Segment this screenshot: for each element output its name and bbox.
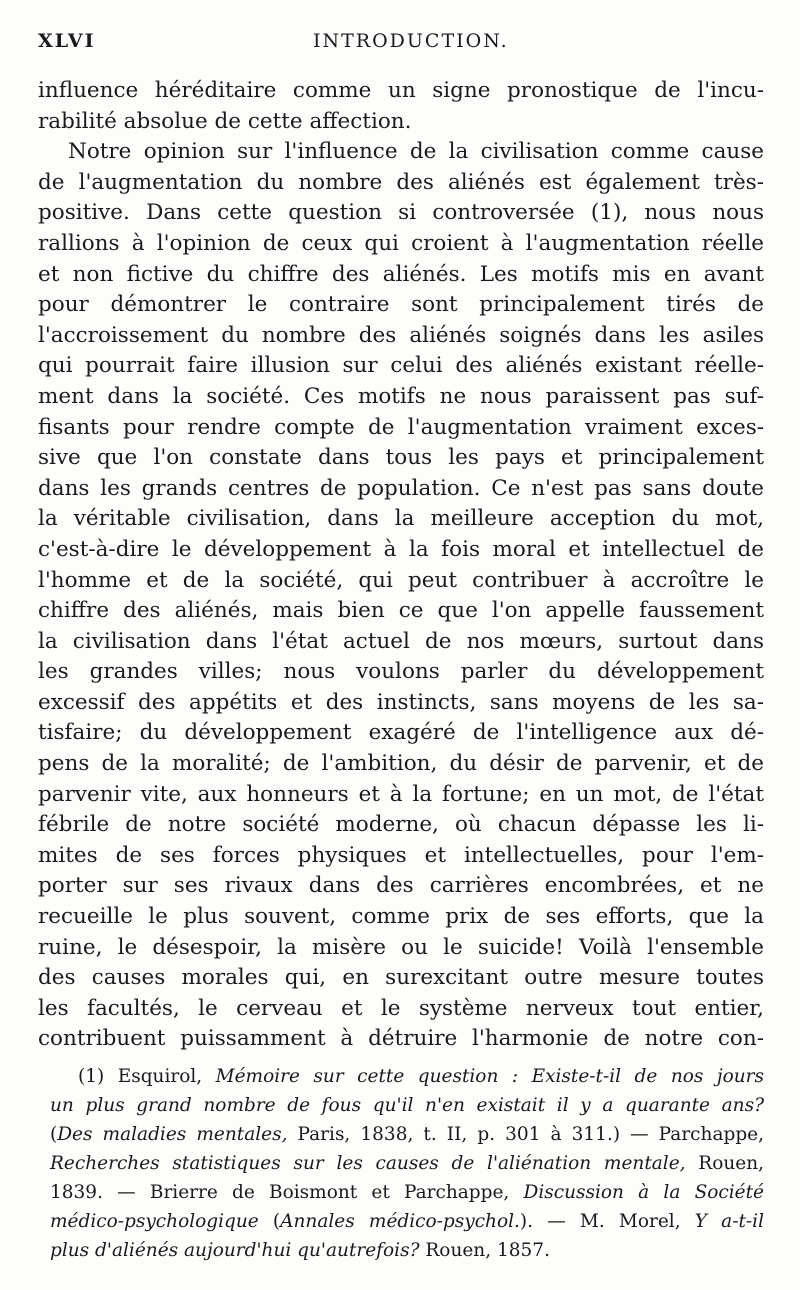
footnote-italic-text: Mémoire sur cette question : Existe-t-il de nos jours — [215, 1066, 764, 1087]
footnote-line — [50, 1149, 764, 1178]
text-line: rabilité absolue de cette affection. — [38, 108, 412, 134]
text-line: parvenir vite, aux honneurs et à la fortune; en un mot, de l'état — [38, 781, 764, 807]
footnote-text: Paris, 1838, t. II, p. 301 à 311.) — Parchappe, — [287, 1124, 764, 1145]
footnote-line — [50, 1236, 764, 1265]
footnote-text: ). — M. Morel, — [519, 1211, 695, 1232]
text-line: et non fictive du chiffre des aliénés. Les motifs mis en avant — [38, 261, 764, 287]
footnote-text: Rouen, — [685, 1153, 765, 1174]
body-text — [38, 76, 764, 1055]
text-line: de l'augmentation du nombre des aliénés est également très- — [38, 169, 764, 195]
footnote-italic-text: médico-psychologique — [50, 1211, 259, 1232]
text-line: positive. Dans cette question si controversée (1), nous nous — [38, 200, 764, 226]
text-line: excessif des appétits et des instincts, sans moyens de les sa- — [38, 689, 764, 715]
text-line: sive que l'on constate dans tous les pays et principalement — [38, 445, 764, 471]
footnote-line — [50, 1178, 764, 1207]
footnote-italic-text: un plus grand nombre de fous qu'il n'en existait il y a quarante ans? — [50, 1095, 764, 1116]
text-line: pens de la moralité; de l'ambition, du désir de parvenir, et de — [38, 751, 764, 777]
running-head — [38, 30, 768, 60]
footnote-text: ( — [50, 1124, 58, 1145]
footnote-text: ( — [258, 1211, 281, 1232]
text-line: l'accroissement du nombre des aliénés soignés dans les asiles — [38, 322, 764, 348]
text-line: fisants pour rendre compte de l'augmentation vraiment exces- — [38, 414, 764, 440]
text-line: qui pourrait faire illusion sur celui des aliénés existant réelle- — [38, 353, 764, 379]
text-line: les facultés, le cerveau et le système nerveux tout entier, — [38, 995, 764, 1021]
footnote-italic-text: Discussion à la Société — [523, 1182, 764, 1203]
footnote-text: Rouen, 1857. — [419, 1240, 550, 1261]
footnote-italic-text: Y a-t-il — [694, 1211, 764, 1232]
text-line: rallions à l'opinion de ceux qui croient à l'augmentation réelle — [38, 230, 764, 256]
footnote-line — [50, 1062, 764, 1091]
text-line: ment dans la société. Ces motifs ne nous paraissent pas suf- — [38, 383, 764, 409]
text-line: dans les grands centres de population. Ce n'est pas sans doute — [38, 475, 764, 501]
text-line: contribuent puissamment à détruire l'harmonie de notre con- — [38, 1026, 764, 1052]
footnote-italic-text: Recherches statistiques sur les causes de l'aliénation mentale, — [50, 1153, 686, 1174]
footnote-italic-text: plus d'aliénés aujourd'hui qu'autrefois? — [50, 1240, 420, 1261]
text-line: chiffre des aliénés, mais bien ce que l'on appelle faussement — [38, 598, 764, 624]
footnote-italic-text: Annales médico-psychol. — [280, 1211, 520, 1232]
text-line: l'homme et de la société, qui peut contribuer à accroître le — [38, 567, 764, 593]
text-line: fébrile de notre société moderne, où chacun dépasse les li- — [38, 812, 764, 838]
footnote-text: 1839. — Brierre de Boismont et Parchappe, — [50, 1182, 524, 1203]
text-line: mites de ses forces physiques et intellectuelles, pour l'em- — [38, 842, 764, 868]
text-line: tisfaire; du développement exagéré de l'intelligence aux dé- — [38, 720, 764, 746]
footnote-line — [50, 1120, 764, 1149]
footnote-line — [50, 1207, 764, 1236]
text-line: c'est-à-dire le développement à la fois moral et intellectuel de — [38, 536, 764, 562]
text-line: les grandes villes; nous voulons parler du développement — [38, 659, 764, 685]
footnote-italic-text: Des maladies mentales, — [57, 1124, 288, 1145]
footnote-line — [50, 1091, 764, 1120]
text-line: influence héréditaire comme un signe pronostique de l'incu- — [38, 78, 764, 103]
footnote — [50, 1062, 764, 1265]
text-line: la civilisation dans l'état actuel de nos mœurs, surtout dans — [38, 628, 764, 654]
text-line: porter sur ses rivaux dans des carrières encombrées, et ne — [38, 873, 764, 899]
paragraph-start-line: Notre opinion sur l'influence de la civilisation comme cause — [68, 139, 764, 165]
text-line: recueille le plus souvent, comme prix de ses efforts, que la — [38, 904, 764, 930]
text-line: ruine, le désespoir, la misère ou le suicide! Voilà l'ensemble — [38, 934, 764, 960]
text-line: des causes morales qui, en surexcitant outre mesure toutes — [38, 965, 764, 991]
text-line: la véritable civilisation, dans la meilleure acception du mot, — [38, 506, 764, 532]
running-title: INTRODUCTION. — [313, 30, 509, 52]
footnote-text: (1) Esquirol, — [78, 1066, 216, 1087]
text-line: pour démontrer le contraire sont principalement tirés de — [38, 292, 764, 318]
page-number: XLVI — [38, 30, 96, 52]
